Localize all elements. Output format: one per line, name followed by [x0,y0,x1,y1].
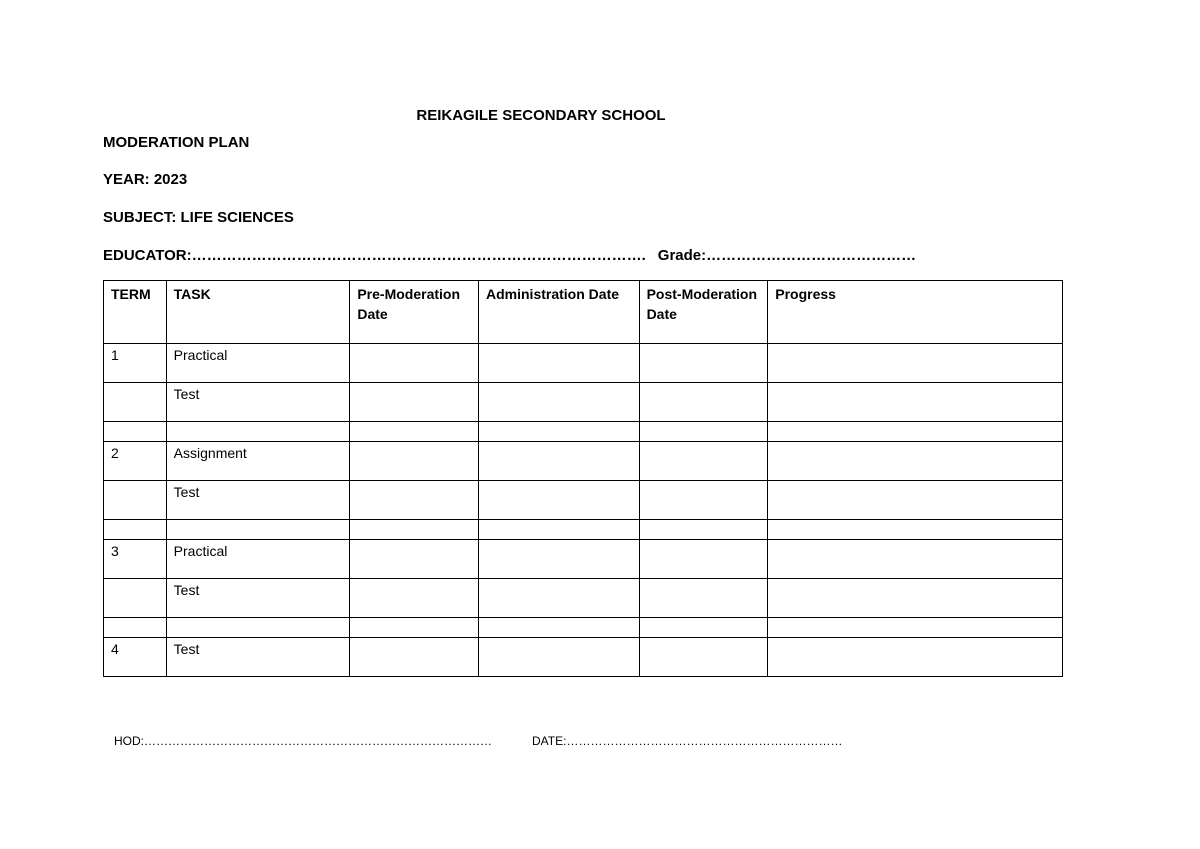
term-cell [104,579,167,618]
post-moderation-date-cell [639,579,768,618]
pre-moderation-date-cell [350,344,479,383]
col-header-progress: Progress [768,281,1063,344]
plan-title: MODERATION PLAN [103,134,250,151]
progress-cell [768,481,1063,520]
table-row [104,481,1063,520]
progress-cell [768,383,1063,422]
col-header-post-moderation-date: Post-Moderation Date [639,281,768,344]
spacer-row [104,520,1063,540]
date-line: DATE:…………………………………………………………… [532,734,843,748]
administration-date-cell [479,481,640,520]
spacer-row [104,422,1063,442]
progress-cell [768,344,1063,383]
administration-date-cell [479,383,640,422]
post-moderation-date-cell [639,442,768,481]
educator-field: EDUCATOR:………………………………………………………………………………. [103,247,646,264]
task-cell: Test [166,481,350,520]
school-name: REIKAGILE SECONDARY SCHOOL [416,107,666,124]
subject-label: SUBJECT: LIFE SCIENCES [103,209,294,226]
task-cell: Test [166,638,350,677]
table-row [104,579,1063,618]
task-cell: Practical [166,344,350,383]
task-cell: Practical [166,540,350,579]
task-cell: Test [166,383,350,422]
progress-cell [768,579,1063,618]
task-cell: Assignment [166,442,350,481]
pre-moderation-date-cell [350,383,479,422]
col-header-administration-date: Administration Date [479,281,640,344]
hod-signature-line: HOD:…………………………………………………………………………… [114,734,492,748]
col-header-term: TERM [104,281,167,344]
pre-moderation-date-cell [350,579,479,618]
table-row [104,344,1063,383]
post-moderation-date-cell [639,383,768,422]
task-cell: Test [166,579,350,618]
administration-date-cell [479,344,640,383]
administration-date-cell [479,579,640,618]
progress-cell [768,540,1063,579]
table-row [104,638,1063,677]
administration-date-cell [479,638,640,677]
administration-date-cell [479,442,640,481]
table-row [104,540,1063,579]
term-cell: 4 [104,638,167,677]
post-moderation-date-cell [639,344,768,383]
pre-moderation-date-cell [350,638,479,677]
post-moderation-date-cell [639,540,768,579]
post-moderation-date-cell [639,638,768,677]
pre-moderation-date-cell [350,481,479,520]
pre-moderation-date-cell [350,540,479,579]
term-cell [104,383,167,422]
table-header-row [104,281,1063,344]
moderation-table [103,280,1063,677]
term-cell: 1 [104,344,167,383]
term-cell: 3 [104,540,167,579]
col-header-pre-moderation-date: Pre-Moderation Date [350,281,479,344]
table-row [104,442,1063,481]
col-header-task: TASK [166,281,350,344]
progress-cell [768,442,1063,481]
post-moderation-date-cell [639,481,768,520]
pre-moderation-date-cell [350,442,479,481]
educator-grade-line [103,247,916,264]
administration-date-cell [479,540,640,579]
table-row [104,383,1063,422]
spacer-row [104,618,1063,638]
term-cell: 2 [104,442,167,481]
grade-field: Grade:…………………………………… [657,247,917,264]
year-label: YEAR: 2023 [103,171,188,188]
term-cell [104,481,167,520]
progress-cell [768,638,1063,677]
